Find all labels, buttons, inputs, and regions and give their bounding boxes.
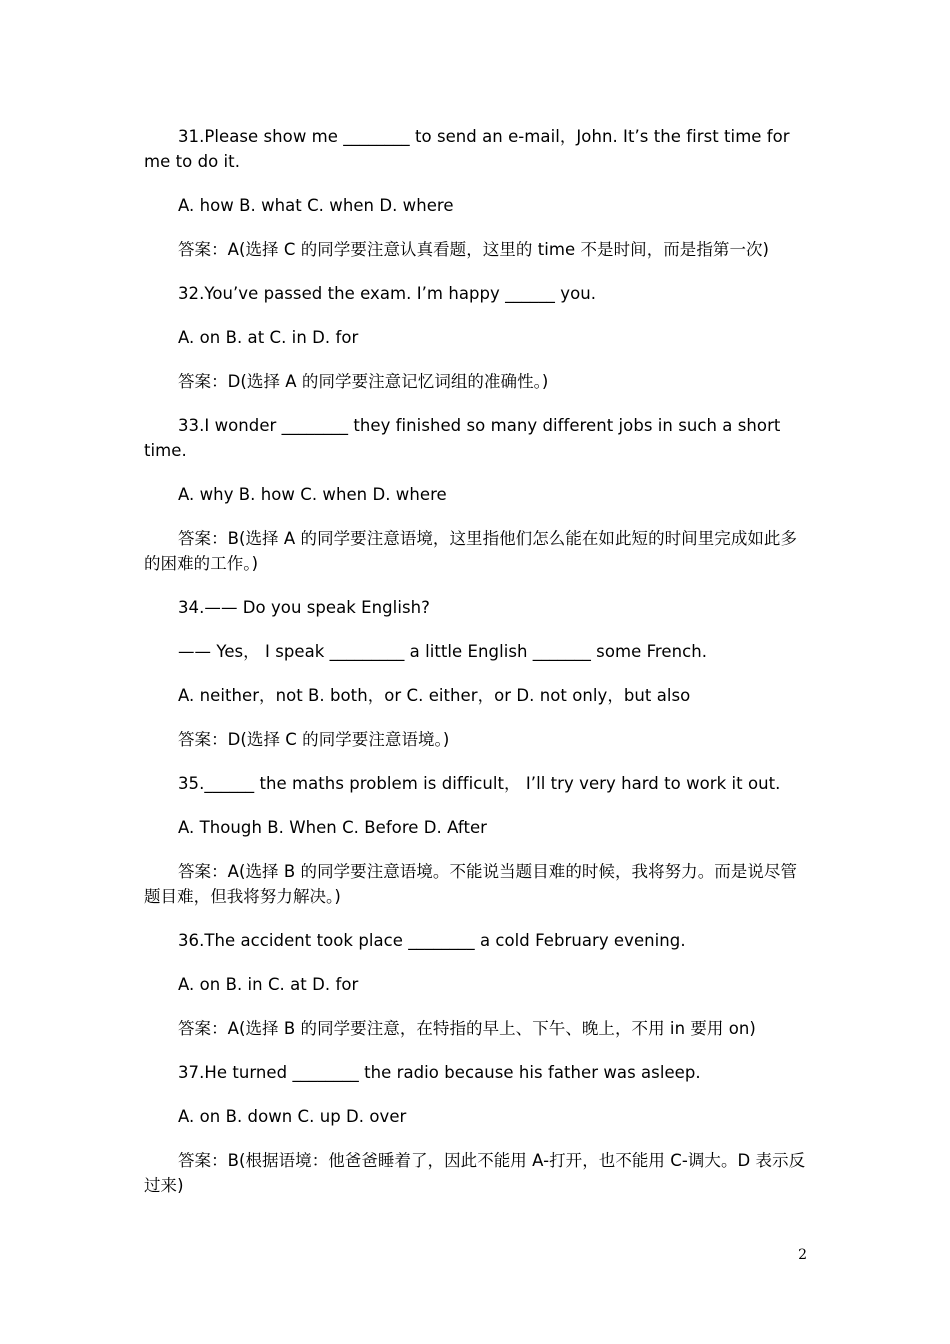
question-37-options: A. on B. down C. up D. over (178, 1107, 407, 1126)
question-36-stem: 36.The accident took place ________ a cold February evening. (178, 931, 686, 950)
question-36-options: A. on B. in C. at D. for (178, 975, 359, 994)
page-number: 2 (798, 1247, 807, 1263)
question-33-answer: 答案：B(选择 A 的同学要注意语境，这里指他们怎么能在如此短的时间里完成如此多的困难的工作。) (144, 529, 798, 573)
question-33-options: A. why B. how C. when D. where (178, 485, 447, 504)
question-33-stem: 33.I wonder ________ they finished so many different jobs in such a short time. (144, 416, 781, 460)
document-body (144, 124, 808, 1217)
question-34-options: A. neither，not B. both，or C. either，or D. not only，but also (178, 686, 691, 705)
question-34-stem: 34.—— Do you speak English? (178, 598, 430, 617)
question-36-answer: 答案：A(选择 B 的同学要注意，在特指的早上、下午、晚上，不用 in 要用 on) (178, 1019, 756, 1038)
question-35-options: A. Though B. When C. Before D. After (178, 818, 488, 837)
question-31-answer: 答案：A(选择 C 的同学要注意认真看题，这里的 time 不是时间，而是指第一次) (178, 240, 770, 259)
question-37-answer: 答案：B(根据语境：他爸爸睡着了，因此不能用 A-打开，也不能用 C-调大。D 表示反过来) (144, 1151, 806, 1195)
question-32-answer: 答案：D(选择 A 的同学要注意记忆词组的准确性。) (178, 372, 549, 391)
question-34-reply: —— Yes， I speak _________ a little English _______ some French. (178, 642, 708, 661)
question-35-stem: 35.______ the maths problem is difficult， I’ll try very hard to work it out. (178, 774, 781, 793)
question-31-options: A. how B. what C. when D. where (178, 196, 454, 215)
question-35-answer: 答案：A(选择 B 的同学要注意语境。不能说当题目难的时候，我将努力。而是说尽管题目难，但我将努力解决。) (144, 862, 798, 906)
question-37-stem: 37.He turned ________ the radio because his father was asleep. (178, 1063, 701, 1082)
question-34-answer: 答案：D(选择 C 的同学要注意语境。) (178, 730, 450, 749)
question-31-stem: 31.Please show me ________ to send an e-mail，John. It’s the first time for me to do it. (144, 127, 790, 171)
question-32-options: A. on B. at C. in D. for (178, 328, 359, 347)
question-32-stem: 32.You’ve passed the exam. I’m happy ______ you. (178, 284, 597, 303)
